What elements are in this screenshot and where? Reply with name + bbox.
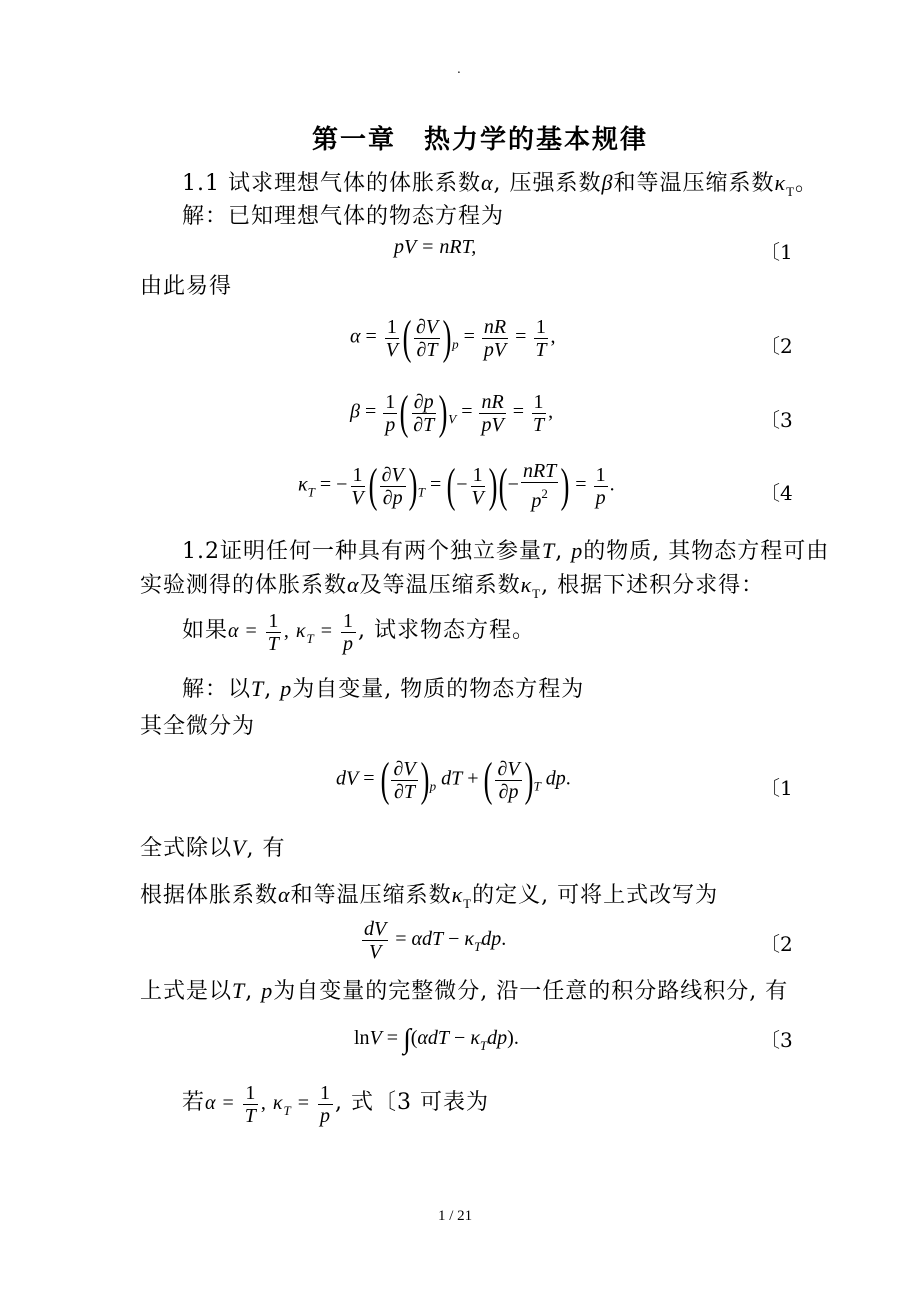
equation-label-1: 〔1 — [760, 240, 793, 264]
beta-symbol: β — [601, 170, 614, 195]
total-differential-text: 其全微分为 — [140, 714, 256, 739]
equation-dv-over-v: $\frac{dV}{V}$ = $\alpha dT - \kappa_Tdp$. — [364, 918, 507, 963]
equation-lnv: $\ln V = \int(\alpha dT - \kappa_Tdp)$. — [354, 1024, 519, 1055]
kappa-symbol: $\kappa_T$ — [774, 170, 796, 199]
equation-kappa: $\kappa_T$ = − $\frac{1}{V}$ ( $\frac{\partial V}{\partial p}$ )$_T$ = (− $\frac{1}{V}$ )(− $\frac{\text{nRT}}{p^2}$ ) = $\frac{1}{p}$ . — [298, 459, 615, 512]
statement-line2-b: 及等温压缩系数 — [359, 573, 521, 598]
divide-text-a: 全式除以 — [140, 836, 233, 861]
statement-line1-b: 的物质, 其物态方程可由 — [583, 539, 830, 564]
problem-1-2-condition: 如果α = $\frac{1}{T}$ , $\kappa_T$ = $\frac{1}{p}$ , 试求物态方程。 — [182, 610, 536, 655]
equation-label-3b: 〔3 — [760, 1028, 793, 1052]
condition-suffix: , 试求物态方程。 — [358, 618, 536, 644]
problem-1-1-solution-intro: 解：已知理想气体的物态方程为 — [182, 204, 505, 229]
statement-mid2: 和等温压缩系数 — [613, 171, 775, 196]
complete-diff-a: 上式是以 — [140, 979, 233, 1004]
if-prefix: 若 — [182, 1090, 206, 1116]
if-condition-line: 若α = $\frac{1}{T}$ , $\kappa_T$ = $\frac{1}{p}$ , 式〔3 可表为 — [182, 1082, 490, 1127]
divide-text-b: , 有 — [246, 836, 286, 861]
complete-differential-text: 上式是以T, p为自变量的完整微分, 沿一任意的积分路线积分, 有 — [140, 978, 789, 1004]
page-number: 1 / 21 — [438, 1208, 473, 1224]
statement-mid1: , 压强系数 — [493, 171, 602, 196]
equation-label-1b: 〔1 — [760, 776, 793, 800]
problem-1-2-statement-line1: 1.2证明任何一种具有两个独立参量T, p的物质, 其物态方程可由 — [182, 538, 830, 564]
header-mark: . — [457, 62, 461, 76]
solution-intro-a: 解：以 — [182, 677, 252, 702]
equation-alpha: α = $\frac{1}{V}$ ( $\frac{\partial V}{\partial T}$ )$_p$ = $\frac{nR}{pV}$ = $\frac{1}{T}$ , — [350, 311, 556, 364]
equation-label-3: 〔3 — [760, 408, 793, 432]
rewrite-text-c: 的定义, 可将上式改写为 — [472, 883, 719, 908]
solution-intro-b: 为自变量, 物质的物态方程为 — [292, 677, 585, 702]
statement-line1: 1.2证明任何一种具有两个独立参量 — [182, 539, 542, 564]
chapter-title: 第一章 热力学的基本规律 — [312, 125, 649, 155]
rewrite-text: 根据体胀系数α和等温压缩系数$\kappa_T$的定义, 可将上式改写为 — [140, 882, 719, 911]
rewrite-text-b: 和等温压缩系数 — [290, 883, 452, 908]
equation-ideal-gas: pV = nRT, — [394, 236, 477, 258]
if-suffix: , 式〔3 可表为 — [335, 1090, 490, 1116]
complete-diff-b: 为自变量的完整微分, 沿一任意的积分路线积分, 有 — [273, 979, 789, 1004]
derive-text: 由此易得 — [140, 274, 233, 299]
condition-prefix: 如果 — [182, 618, 229, 644]
statement-end: 。 — [795, 171, 819, 196]
equation-label-4: 〔4 — [760, 481, 793, 505]
rewrite-text-a: 根据体胀系数 — [140, 883, 279, 908]
problem-1-2-statement-line2: 实验测得的体胀系数α及等温压缩系数$\kappa_T$, 根据下述积分求得： — [140, 572, 765, 601]
equation-label-2b: 〔2 — [760, 932, 793, 956]
problem-1-2-solution-intro: 解：以T, p为自变量, 物质的物态方程为 — [182, 676, 585, 702]
alpha-symbol: α — [480, 170, 494, 195]
statement-line2-c: , 根据下述积分求得： — [541, 573, 765, 598]
equation-beta: β = $\frac{1}{p}$ ( $\frac{\partial p}{\partial T}$ )$_V$ = $\frac{nR}{pV}$ = $\frac{1}{T}$ , — [350, 386, 554, 439]
equation-total-differential: dV = ( $\frac{\partial V}{\partial T}$ )$_p$ dT + ( $\frac{\partial V}{\partial p}$ )$_T$ dp. — [336, 753, 571, 806]
statement-line2: 实验测得的体胀系数 — [140, 573, 348, 598]
equation-label-2: 〔2 — [760, 334, 793, 358]
statement-prefix: 1.1 试求理想气体的体胀系数 — [182, 171, 481, 196]
divide-text: 全式除以V, 有 — [140, 835, 286, 861]
